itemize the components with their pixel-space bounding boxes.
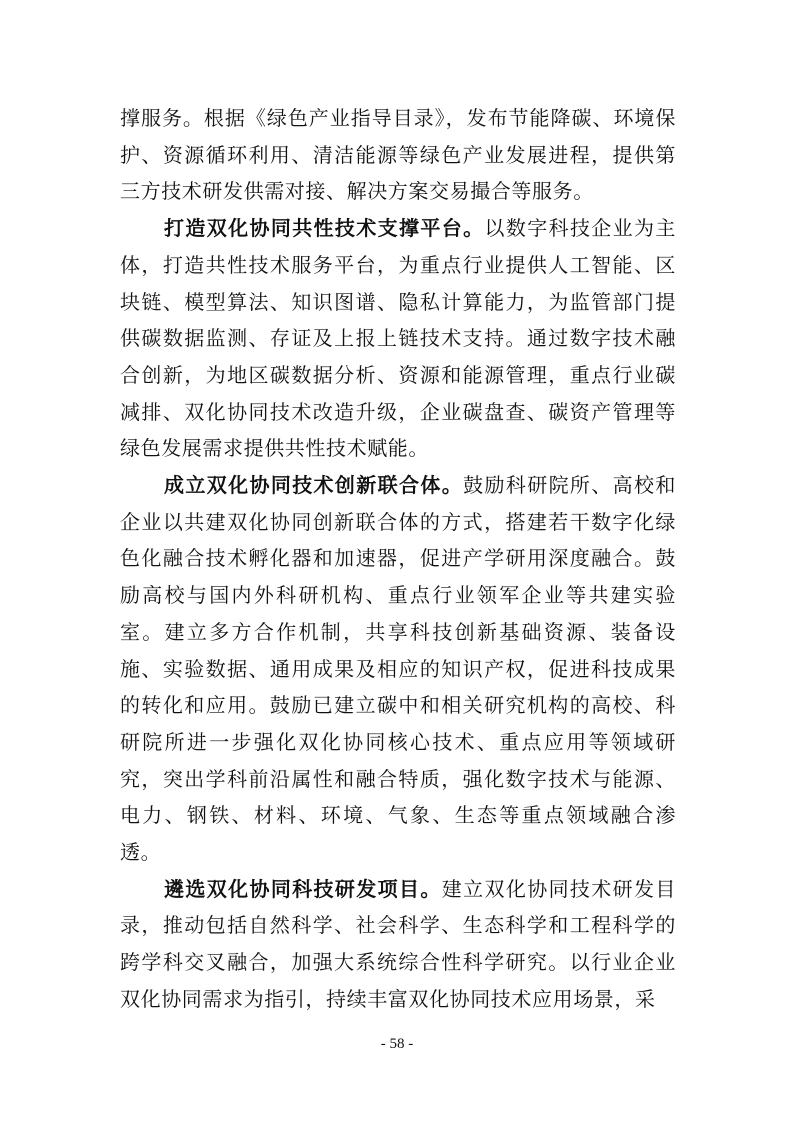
paragraph-text: 建立双化协同技术研发目录，推动包括自然科学、社会科学、生态科学和工程科学的跨学科交叉融合，加强大系统综合性科学研究。以行业企业双化协同需求为指引，持续丰富双化协同技术应用场景，采	[120, 876, 676, 1011]
paragraph-consortium	[120, 467, 676, 871]
document-body	[120, 100, 676, 1018]
paragraph-text: 鼓励科研院所、高校和企业以共建双化协同创新联合体的方式，搭建若干数字化绿色化融合技术孵化器和加速器，促进产学研用深度融合。鼓励高校与国内外科研机构、重点行业领军企业等共建实验室。建立多方合作机制，共享科技创新基础资源、装备设施、实验数据、通用成果及相应的知识产权，促进科技成果的转化和应用。鼓励已建立碳中和相关研究机构的高校、科研院所进一步强化双化协同核心技术、重点应用等领域研究，突出学科前沿属性和融合特质，强化数字技术与能源、电力、钢铁、材料、环境、气象、生态等重点领域融合渗透。	[120, 473, 676, 865]
page-number: - 58 -	[380, 1036, 414, 1052]
paragraph-heading: 成立双化协同技术创新联合体。	[164, 473, 464, 498]
paragraph-heading: 打造双化协同共性技术支撑平台。	[164, 216, 485, 241]
paragraph-text: 以数字科技企业为主体，打造共性技术服务平台，为重点行业提供人工智能、区块链、模型算法、知识图谱、隐私计算能力，为监管部门提供碳数据监测、存证及上报上链技术支持。通过数字技术融合创新，为地区碳数据分析、资源和能源管理，重点行业碳减排、双化协同技术改造升级，企业碳盘查、碳资产管理等绿色发展需求提供共性技术赋能。	[120, 216, 677, 461]
paragraph-projects	[120, 871, 676, 1018]
paragraph-continuation	[120, 100, 676, 210]
paragraph-text: 撑服务。根据《绿色产业指导目录》，发布节能降碳、环境保护、资源循环利用、清洁能源等绿色产业发展进程，提供第三方技术研发供需对接、解决方案交易撮合等服务。	[120, 106, 676, 204]
paragraph-platform	[120, 210, 676, 467]
paragraph-heading: 遴选双化协同科技研发项目。	[164, 876, 442, 901]
